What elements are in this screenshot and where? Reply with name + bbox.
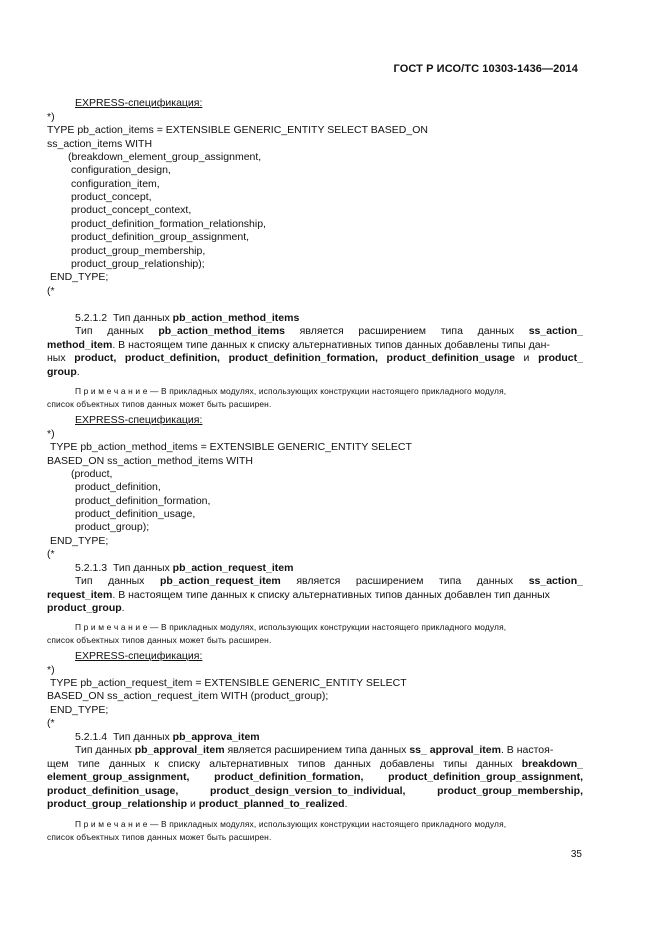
section-heading [75,731,260,744]
express-spec-label: EXPRESS-спецификация: [75,650,203,662]
note-text: П р и м е ч а н и е — В прикладных модулях, использующих конструкции настоящего прикладного модуля, [75,622,507,632]
section-heading-text: Тип данных [112,562,170,574]
code-line: product_group_membership, [71,245,206,257]
section-heading-text: Тип данных [112,312,170,324]
express-close-comment: (* [47,717,55,729]
code-line: product_concept_context, [71,204,192,216]
code-line: END_TYPE; [50,535,109,547]
page-header-standard-id: ГОСТ Р ИСО/ТС 10303-1436—2014 [393,63,578,75]
note-text: список объектных типов данных может быть расширен. [47,832,272,842]
express-spec-label: EXPRESS-спецификация: [75,414,203,426]
express-open-comment: *) [47,428,55,440]
code-line: configuration_item, [71,178,160,190]
express-spec-label: EXPRESS-спецификация: [75,97,203,109]
section-heading-text: Тип данных [112,731,170,743]
code-line: product_definition_formation, [75,495,211,507]
code-line: TYPE pb_action_method_items = EXTENSIBLE GENERIC_ENTITY SELECT [50,441,412,453]
code-line: configuration_design, [71,164,171,176]
code-line: BASED_ON ss_action_method_items WITH [47,455,253,467]
code-line: ss_action_items WITH [47,138,153,150]
section-number: 5.2.1.4 [75,731,108,743]
section-heading [75,562,293,575]
paragraph-line: request_item. В настоящем типе данных к списку альтернативных типов данных добавлен тип данных [47,589,550,601]
express-open-comment: *) [47,664,55,676]
code-line: BASED_ON ss_action_request_item WITH (product_group); [47,690,329,702]
note-text: список объектных типов данных может быть расширен. [47,399,272,409]
code-line: product_concept, [71,191,152,203]
section-heading-type: pb_action_method_items [172,312,300,324]
section-number: 5.2.1.3 [75,562,108,574]
paragraph-line: group. [47,366,80,378]
paragraph-line: Тип данных pb_action_request_item является расширением типа данных ss_action_ [75,575,583,587]
paragraph-line: product_group. [47,602,125,614]
paragraph-line: product_definition_usage, product_design_version_to_individual, product_group_membership, [47,785,583,797]
paragraph-line: Тип данных pb_action_method_items является расширением типа данных ss_action_ [75,325,583,337]
code-line: product_definition, [75,481,161,493]
section-heading-type: pb_action_request_item [172,562,294,574]
code-line: product_definition_formation_relationship, [71,218,266,230]
code-line: (product, [71,468,113,480]
section-heading [75,312,299,325]
paragraph-line: ных product, product_definition, product_definition_formation, product_definition_usage и product_ [47,352,583,364]
express-close-comment: (* [47,548,55,560]
express-close-comment: (* [47,285,55,297]
paragraph-line: Тип данных pb_approval_item является расширением типа данных ss_ approval_item. В настоя- [75,744,554,756]
code-line: (breakdown_element_group_assignment, [68,151,262,163]
paragraph-line: щем типе данных к списку альтернативных типов данных добавлены типы данных breakdown_ [47,758,584,770]
code-line: product_group_relationship); [71,258,205,270]
note-text: П р и м е ч а н и е — В прикладных модулях, использующих конструкции настоящего прикладного модуля, [75,386,507,396]
page-number: 35 [570,849,582,860]
section-number: 5.2.1.2 [75,312,108,324]
paragraph-line: element_group_assignment, product_definition_formation, product_definition_group_assignment, [47,771,583,783]
paragraph-line: method_item. В настоящем типе данных к списку альтернативных типов данных добавлены типы дан- [47,339,550,351]
code-line: product_definition_usage, [75,508,196,520]
note-text: список объектных типов данных может быть расширен. [47,635,272,645]
code-line: product_definition_group_assignment, [71,231,250,243]
note-text: П р и м е ч а н и е — В прикладных модулях, использующих конструкции настоящего прикладного модуля, [75,819,507,829]
code-line: END_TYPE; [50,704,109,716]
code-line: END_TYPE; [50,271,109,283]
code-line: TYPE pb_action_items = EXTENSIBLE GENERIC_ENTITY SELECT BASED_ON [47,124,428,136]
express-open-comment: *) [47,111,55,123]
code-line: TYPE pb_action_request_item = EXTENSIBLE GENERIC_ENTITY SELECT [50,677,407,689]
code-line: product_group); [75,521,150,533]
section-heading-type: pb_approva_item [172,731,260,743]
paragraph-line: product_group_relationship и product_planned_to_realized. [47,798,348,810]
